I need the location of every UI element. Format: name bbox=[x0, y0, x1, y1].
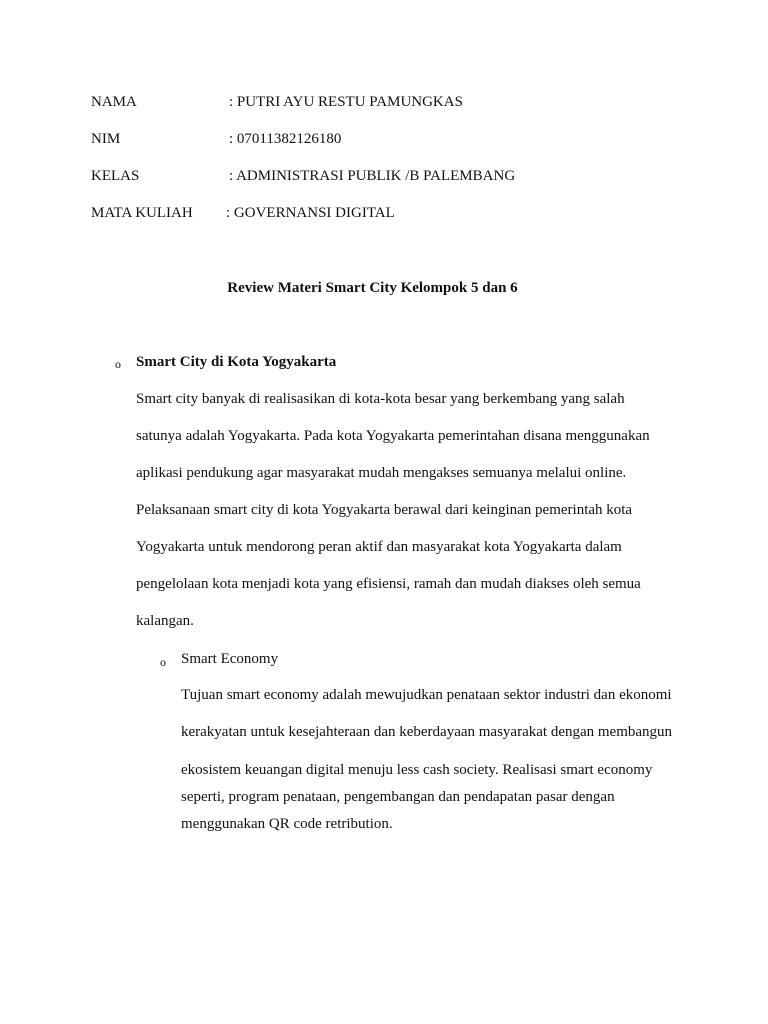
paragraph-line: satunya adalah Yogyakarta. Pada kota Yogyakarta pemerintahan disana menggunakan bbox=[136, 428, 650, 444]
paragraph-line: menggunakan QR code retribution. bbox=[181, 816, 393, 832]
paragraph-line: aplikasi pendukung agar masyarakat mudah mengakses semuanya melalui online. bbox=[136, 465, 627, 481]
paragraph-line: ekosistem keuangan digital menuju less cash society. Realisasi smart economy bbox=[181, 762, 653, 778]
section-heading: Smart City di Kota Yogyakarta bbox=[136, 354, 337, 370]
document-title: Review Materi Smart City Kelompok 5 dan 6 bbox=[227, 280, 518, 296]
paragraph-line: Yogyakarta untuk mendorong peran aktif dan masyarakat kota Yogyakarta dalam bbox=[136, 539, 622, 555]
paragraph-line: seperti, program penataan, pengembangan dan pendapatan pasar dengan bbox=[181, 789, 615, 805]
class-value: : ADMINISTRASI PUBLIK /B PALEMBANG bbox=[229, 168, 516, 184]
course-label: MATA KULIAH bbox=[91, 205, 193, 221]
paragraph-line: kerakyatan untuk kesejahteraan dan keberdayaan masyarakat dengan membangun bbox=[181, 724, 673, 740]
paragraph-line: Tujuan smart economy adalah mewujudkan penataan sektor industri dan ekonomi bbox=[181, 687, 672, 703]
class-label: KELAS bbox=[91, 168, 140, 184]
subsection-bullet: o bbox=[160, 655, 166, 669]
course-value: : GOVERNANSI DIGITAL bbox=[226, 205, 395, 221]
name-label: NAMA bbox=[91, 94, 137, 110]
nim-value: : 07011382126180 bbox=[229, 131, 342, 147]
subsection-heading: Smart Economy bbox=[181, 651, 279, 667]
paragraph-line: Pelaksanaan smart city di kota Yogyakarta berawal dari keinginan pemerintah kota bbox=[136, 502, 633, 518]
nim-label: NIM bbox=[91, 131, 121, 147]
paragraph-line: kalangan. bbox=[136, 613, 194, 629]
section-bullet: o bbox=[115, 357, 121, 371]
paragraph-line: pengelolaan kota menjadi kota yang efisiensi, ramah dan mudah diakses oleh semua bbox=[136, 576, 641, 592]
name-value: : PUTRI AYU RESTU PAMUNGKAS bbox=[229, 94, 463, 110]
paragraph-line: Smart city banyak di realisasikan di kota-kota besar yang berkembang yang salah bbox=[136, 391, 625, 407]
